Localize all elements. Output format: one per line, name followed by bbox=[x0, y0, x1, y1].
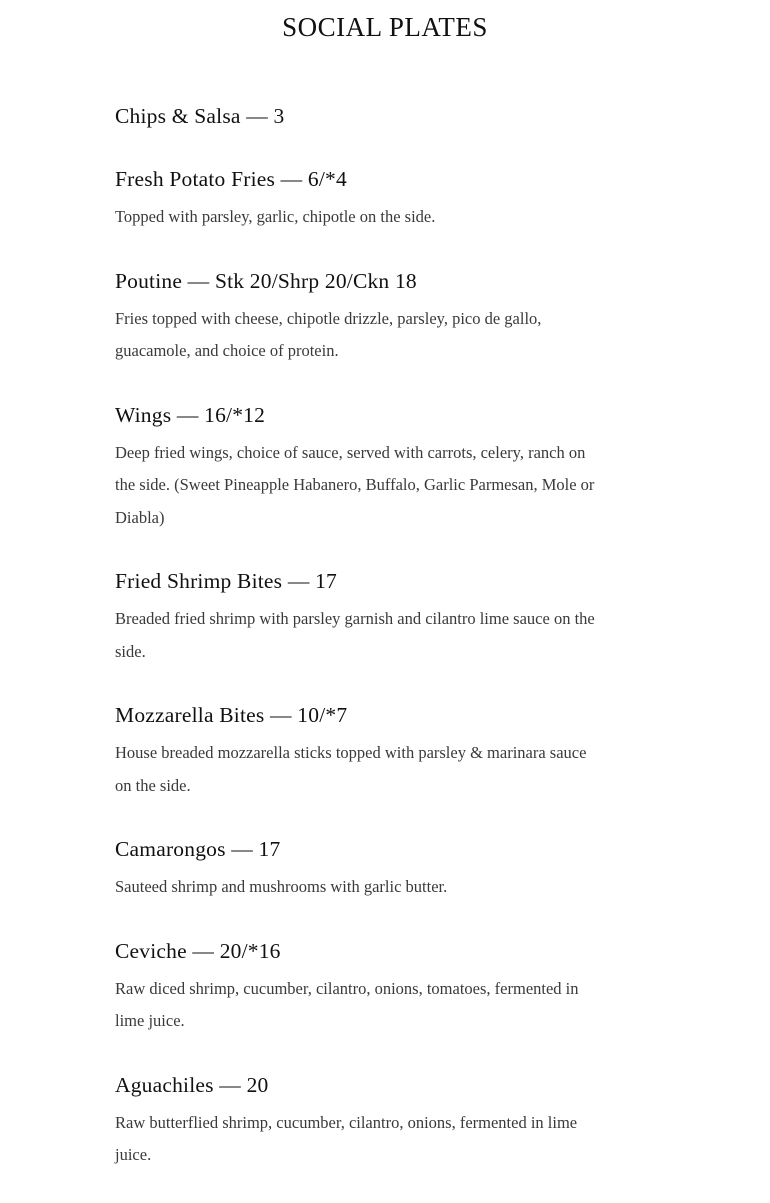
menu-item-description: Fries topped with cheese, chipotle drizzle, parsley, pico de gallo, guacamole, and choice of protein. bbox=[115, 308, 542, 360]
menu-item-poutine bbox=[115, 265, 605, 368]
menu-item-heading: Wings — 16/*12 bbox=[115, 402, 266, 427]
menu-item-heading: Aguachiles — 20 bbox=[115, 1072, 269, 1097]
menu-item-description: Raw diced shrimp, cucumber, cilantro, onions, tomatoes, fermented in lime juice. bbox=[115, 978, 579, 1030]
menu-item-aguachiles bbox=[115, 1069, 605, 1172]
menu-item-chips-salsa bbox=[115, 100, 605, 132]
menu-list bbox=[115, 100, 605, 1203]
menu-item-description: Breaded fried shrimp with parsley garnish and cilantro lime sauce on the side. bbox=[115, 609, 595, 661]
menu-item-heading: Fried Shrimp Bites — 17 bbox=[115, 569, 337, 593]
menu-item-heading: Ceviche — 20/*16 bbox=[115, 938, 281, 963]
menu-item-description: Topped with parsley, garlic, chipotle on the side. bbox=[115, 207, 436, 226]
menu-item-ceviche bbox=[115, 935, 605, 1038]
menu-item-description: Deep fried wings, choice of sauce, served with carrots, celery, ranch on the side. (Sweet Pineapple Habanero, Buffalo, Garlic Parmesan, Mole or Diabla) bbox=[115, 442, 595, 527]
menu-item-heading: Mozzarella Bites — 10/*7 bbox=[115, 703, 348, 727]
menu-item-description: Sauteed shrimp and mushrooms with garlic butter. bbox=[115, 877, 448, 896]
menu-item-fresh-potato-fries bbox=[115, 163, 605, 234]
menu-item-heading: Camarongos — 17 bbox=[115, 837, 281, 861]
menu-item-heading: Fresh Potato Fries — 6/*4 bbox=[115, 167, 347, 191]
menu-item-description: Raw butterflied shrimp, cucumber, cilantro, onions, fermented in lime juice. bbox=[115, 1112, 578, 1164]
menu-item-description: House breaded mozzarella sticks topped with parsley & marinara sauce on the side. bbox=[115, 743, 587, 795]
page-title: SOCIAL PLATES bbox=[282, 12, 488, 42]
menu-item-camarongos bbox=[115, 833, 605, 904]
menu-item-heading: Chips & Salsa — 3 bbox=[115, 104, 285, 128]
menu-item-mozzarella-bites bbox=[115, 699, 605, 802]
menu-item-wings bbox=[115, 399, 605, 535]
menu-item-fried-shrimp-bites bbox=[115, 565, 605, 668]
menu-item-heading: Poutine — Stk 20/Shrp 20/Ckn 18 bbox=[115, 268, 417, 293]
